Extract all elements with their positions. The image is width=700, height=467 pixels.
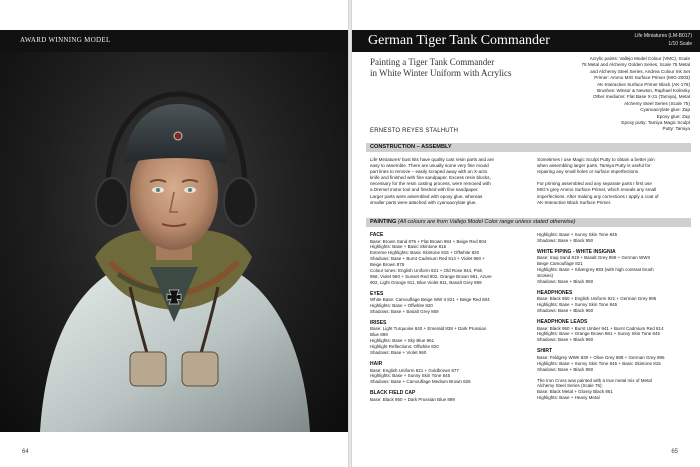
recipe-line: Base: Brown Sand 876 + Flat Brown 984 + Beige Red 804: [370, 238, 487, 244]
paint-recipe-block: [370, 232, 525, 286]
materials-list: [530, 56, 690, 133]
recipe-line: Highlights: Base + Basic Skintone 815: [370, 244, 447, 250]
construction-text-left: [370, 157, 520, 206]
recipe-line: 958, Violet 960 + Sunset Red 802, Orange Brown 981, Azure: [370, 273, 492, 279]
materials-line: and Alchemy Steel Series, Andrea Colour Ink Set: [590, 68, 690, 74]
paint-recipe-block: [537, 232, 692, 244]
subtitle-line: Painting a Tiger Tank Commander: [370, 57, 495, 67]
kit-line: Life Miniatures (LM-B017): [634, 33, 692, 39]
recipe-line: 902, Light Orange 911, Blue Violet 811, Basalt Grey 869: [370, 279, 482, 285]
recipe-line: Shadows: Base + Black 950: [537, 366, 594, 372]
recipe-line: Colour tones: English Uniform 921 + Old Rose 944, Pink: [370, 268, 483, 274]
paragraph-line: For priming assembled and any separate parts I first use: [537, 181, 652, 187]
materials-line: Brushes: Winsor & Newton, Raphael Kolinsky: [597, 88, 690, 94]
left-headphone: [96, 178, 128, 226]
paragraph-line: Sometimes I use Magic Sculpt Putty to obtain a better join: [537, 157, 655, 162]
recipe-line: Shadows: Base + Black 950: [537, 237, 594, 243]
materials-line: Primer: Ammo MIG Surface Primer (MIG-2003): [594, 75, 690, 81]
recipe-line: Highlight Reflections: Offwhite 820: [370, 344, 439, 350]
paragraph-line: Larger parts were assembled with epoxy glue, whereas: [370, 193, 483, 199]
recipe-line: Base: English Uniform 921 + Goldbrown 877: [370, 367, 459, 373]
materials-line: AK-Interactive Surface Primer Black (AK-178): [597, 81, 690, 87]
painting-column-left: [370, 232, 525, 408]
paragraph-line: MIG’s grey Ammo Surface Primer, which reveals any small: [537, 187, 657, 193]
recipe-line: Highlights: Base + Sunny Skin Tone 845: [537, 232, 618, 237]
recipe-line: White Base: Camouflage Beige WW II 821 + Beige Red 804: [370, 297, 490, 303]
paragraph-line: Life Miniatures’ bust kits have quality cast resin parts and are: [370, 157, 494, 162]
subtitle-line: in White Winter Uniform with Acrylics: [370, 68, 512, 78]
recipe-heading: FACE: [370, 232, 384, 238]
section-header: AWARD WINNING MODEL: [20, 36, 111, 44]
painting-heading: PAINTING: [370, 219, 397, 225]
paragraph-line: when assembling larger parts. Tamiya Putty is useful for: [537, 163, 651, 169]
paragraph-line: imperfections. After making any corrections I apply a coat of: [537, 193, 659, 199]
recipe-heading: WHITE PIPING - WHITE INSIGNIA: [537, 248, 616, 255]
paint-recipe-block: [370, 390, 525, 402]
paragraph-line: repairing any small holes or surface imperfections.: [537, 169, 640, 175]
article-subtitle: [370, 57, 520, 79]
recipe-line: Alchemy Steel Series (Scale 75):: [537, 383, 603, 389]
left-page: [0, 0, 348, 467]
page-number-right: 65: [671, 449, 678, 455]
paragraph-line: necessary for the resin casting process, were removed with: [370, 181, 491, 187]
recipe-heading: BLACK FIELD CAP: [370, 390, 416, 397]
paragraph-line: AK-Interactive Black Surface Primer.: [537, 199, 612, 205]
painting-note: (All colours are from Vallejo Model Color range unless stated otherwise): [397, 219, 576, 225]
right-page: [352, 0, 700, 467]
recipe-line: Extreme Highlights: Basic Skintone 815 + Offwhite 820: [370, 250, 480, 256]
recipe-heading: IRISES: [370, 319, 387, 326]
recipe-line: The Iron Cross was painted with a true metal mix of Metal: [537, 377, 652, 383]
right-headphone: [224, 178, 256, 226]
section-heading-painting: [370, 219, 576, 225]
recipe-line: Blue 899: [370, 332, 388, 338]
recipe-line: Highlights: Base + Offwhite 820: [370, 303, 433, 309]
paint-recipe-block: [370, 320, 525, 356]
bust-figure-image: [0, 52, 348, 432]
recipe-line: Shadows: Base + Violet 960: [370, 350, 427, 356]
kit-scale: 1/10 Scale: [668, 41, 692, 47]
recipe-line: Beige Brown 875: [370, 262, 405, 268]
recipe-line: Shadows: Base + Black 950: [537, 308, 594, 314]
materials-line: Alchemy Steel Series (Scale 75): [624, 100, 690, 106]
materials-line: Epoxy putty: Tamiya Magic Sculpt: [621, 120, 690, 126]
paint-recipe-block: [370, 361, 525, 385]
recipe-heading: EYES: [370, 290, 384, 297]
recipe-line: Shadows: Base + Black 950: [537, 278, 594, 284]
recipe-line: Highlights: Base + Orange Brown 981 + Sunny Skin Tone 845: [537, 331, 660, 337]
recipe-line: Beige Camouflage 821: [537, 261, 583, 267]
recipe-line: Highlights: Base + Sunny Skin Tone 845: [537, 302, 618, 308]
paragraph-line: smaller parts were attached with cyanoacrylate glue.: [370, 199, 477, 205]
materials-line: Cyanoacrylate glue: Zap: [640, 107, 690, 113]
recipe-line: Base: Iraqi Sand 819 + Basalt Grey 869 + German WWII: [537, 255, 651, 261]
recipe-heading: HEADPHONES: [537, 289, 573, 296]
page-number-left: 64: [22, 449, 29, 455]
materials-line: Epoxy glue: Zap: [656, 113, 690, 119]
materials-line: Other mediums: Flat Base X-21 (Tamiya), Metal: [592, 94, 690, 100]
recipe-line: Base: Black 950 + Dark Prussian Blue 899: [370, 396, 455, 402]
paint-recipe-block: [537, 249, 692, 285]
painting-column-right: [537, 232, 692, 406]
recipe-line: Base: Black 950 + Burnt Umber 941 + Burnt Cadmium Red 814: [537, 325, 664, 331]
recipe-line: Base: Light Turquoise 840 + Emerald 838 + Dark Prussian: [370, 326, 487, 332]
materials-line: 75 Metal and Alchemy Golden Series, Scale 75 Metal: [581, 62, 690, 68]
paint-recipe-block: [370, 291, 525, 315]
binoculars: [130, 352, 166, 386]
recipe-line: Base: Black 950 + English Uniform 921 + German Grey 995: [537, 296, 657, 302]
article-title: German Tiger Tank Commander: [368, 33, 550, 48]
paint-recipe-block: [537, 290, 692, 314]
materials-line: Putty: Tamiya: [662, 126, 690, 132]
recipe-line: strokes): [537, 273, 554, 279]
paragraph-line: part lines to remove – easily scraped away with an X-acto: [370, 169, 488, 175]
section-heading-construction: CONSTRUCTION – ASSEMBLY: [370, 144, 452, 150]
recipe-line: Highlights: Base + Sky Blue 961: [370, 338, 435, 344]
recipe-line: Shadows: Base + Burnt Cadmium Red 814 + Violet 960 +: [370, 256, 485, 262]
kit-info: [634, 32, 692, 48]
recipe-heading: HEADPHONE LEADS: [537, 319, 588, 326]
recipe-line: Highlights: Base + Heavy Metal: [537, 395, 600, 401]
recipe-line: Highlights: Base + Sunny Skin Tone 845 + Basic Skintone 815: [537, 360, 661, 366]
author-name: ERNESTO REYES STALHUTH: [370, 128, 459, 134]
recipe-line: Shadows: Base + Camouflage Medium Brown 826: [370, 379, 471, 385]
bust-photo: [0, 52, 348, 432]
paint-recipe-block: [537, 348, 692, 372]
paint-recipe-block: [537, 378, 692, 402]
top-margin: [352, 0, 700, 30]
recipe-heading: SHIRT: [537, 348, 552, 355]
recipe-line: Base: Black Metal + Glossy Black 861: [537, 389, 613, 395]
paint-recipe-block: [537, 319, 692, 343]
recipe-line: Highlights: Base + Silvergrey 883 (with high contrast brush: [537, 267, 654, 273]
paragraph-line: knife and finished with fine sandpaper. Excess resin blocks,: [370, 175, 491, 181]
recipe-line: Highlights: Base + Sunny Skin Tone 845: [370, 373, 451, 379]
recipe-line: Shadows: Base + Basalt Grey 869: [370, 309, 439, 315]
recipe-line: Shadows: Base + Black 950: [537, 337, 594, 343]
construction-text-right: [537, 157, 687, 206]
recipe-heading: HAIR: [370, 361, 383, 367]
paragraph-line: a Dremel motor tool and finished with fine sandpaper.: [370, 187, 479, 193]
recipe-line: Base: Feldgrey WWII 830 + Olive Grey 888 + German Grey 995: [537, 354, 665, 360]
paragraph-line: easy to assemble. There are usually some very fine mould: [370, 163, 489, 169]
top-margin: [0, 0, 348, 30]
materials-line: Acrylic paints: Vallejo Model Colour (VMC), Scale: [589, 56, 690, 61]
